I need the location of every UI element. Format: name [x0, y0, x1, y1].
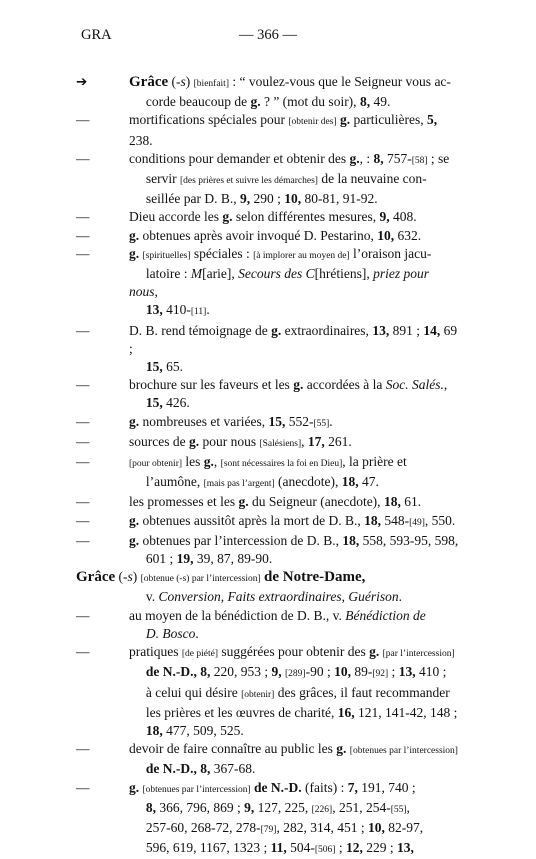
index-entry: — g. obtenues après avoir invoqué D. Pestarino, 10, 632. — [76, 227, 422, 243]
index-entry: — brochure sur les faveurs et les g. accordées à la Soc. Salés., 15, 426. — [76, 377, 448, 411]
index-entry: — mortifications spéciales pour [obtenir des] g. particulières, 5, 238. — [76, 112, 438, 148]
index-entries — [0, 73, 536, 859]
index-entry: — g. obtenues par l’intercession de D. B., 18, 558, 593-95, 598, 601 ; 19, 39, 87, 89-90. — [76, 532, 459, 567]
index-entry: — devoir de faire connaître au public les g. [obtenues par l’intercession] de N.-D., 8, 367-68. — [76, 741, 458, 777]
index-entry: — g. [obtenues par l’intercession] de N.-D. (faits) : 7, 191, 740 ; 8, 366, 796, 869 ; 9, 127, 225, [226], 251, 254-[55], 257-60, 268-72, 278-[79], 282, 314, 451 ; 10, 82-97, 596, 619, 1167, 1323 ; 11, 504-[506] ; 12, 229 ; 13, — [76, 779, 424, 856]
running-head: GRA — [81, 27, 112, 43]
index-entry: — g. obtenues aussitôt après la mort de D. B., 18, 548-[49], 550. — [76, 512, 456, 528]
index-entry: — sources de g. pour nous [Salésiens], 17, 261. — [76, 433, 352, 449]
index-entry: — pratiques [de piété] suggérées pour obtenir des g. [par l’intercession] de N.-D., 8, 220, 953 ; 9, [289]-90 ; 10, 89-[92] ; 13, 410 ; à celui qui désire [obtenir] des grâces, il faut recommander les prières et les œuvres de charité, 16, 121, 141-42, 148 ; 18, 477, 509, 525. — [76, 644, 458, 738]
index-entry: — conditions pour demander et obtenir des g., : 8, 757-[58] ; se servir [des prières et suivre les démarches] de la neuvaine con- seillée par D. B., 9, 290 ; 10, 80-81, 91-92. — [76, 150, 450, 207]
index-entry: — les promesses et les g. du Seigneur (anecdote), 18, 61. — [76, 494, 422, 510]
page-header — [0, 26, 536, 46]
index-entry: ➔ Grâce (-s) [bienfait] : “ voulez-vous que le Seigneur vous ac- corde beaucoup de g. ? ” (mot du soir), 8, 49. — [76, 74, 451, 110]
index-entry: — D. B. rend témoignage de g. extraordinaires, 13, 891 ; 14, 69 ; 15, 65. — [76, 322, 458, 375]
index-entry: — [pour obtenir] les g., [sont nécessaires la foi en Dieu], la prière et l’aumône, [mais pas l’argent] (anecdote), 18, 47. — [76, 454, 407, 490]
page-number: — 366 — — [239, 27, 297, 43]
index-entry: — g. [spirituelles] spéciales : [à implorer au moyen de] l’oraison jacu- latoire : M[arie], Secours des C[hrétiens], priez pour nous, 13, 410-[11]. — [76, 245, 432, 318]
index-entry: — au moyen de la bénédiction de D. B., v. Bénédiction de D. Bosco. — [76, 607, 426, 641]
index-entry: — g. nombreuses et variées, 15, 552-[55]. — [76, 413, 333, 429]
index-entry: — Dieu accorde les g. selon différentes mesures, 9, 408. — [76, 209, 417, 225]
index-entry: Grâce (-s) [obtenue (-s) par l’intercession] de Notre-Dame, v. Conversion, Faits extraordinaires, Guérison. — [76, 569, 402, 605]
